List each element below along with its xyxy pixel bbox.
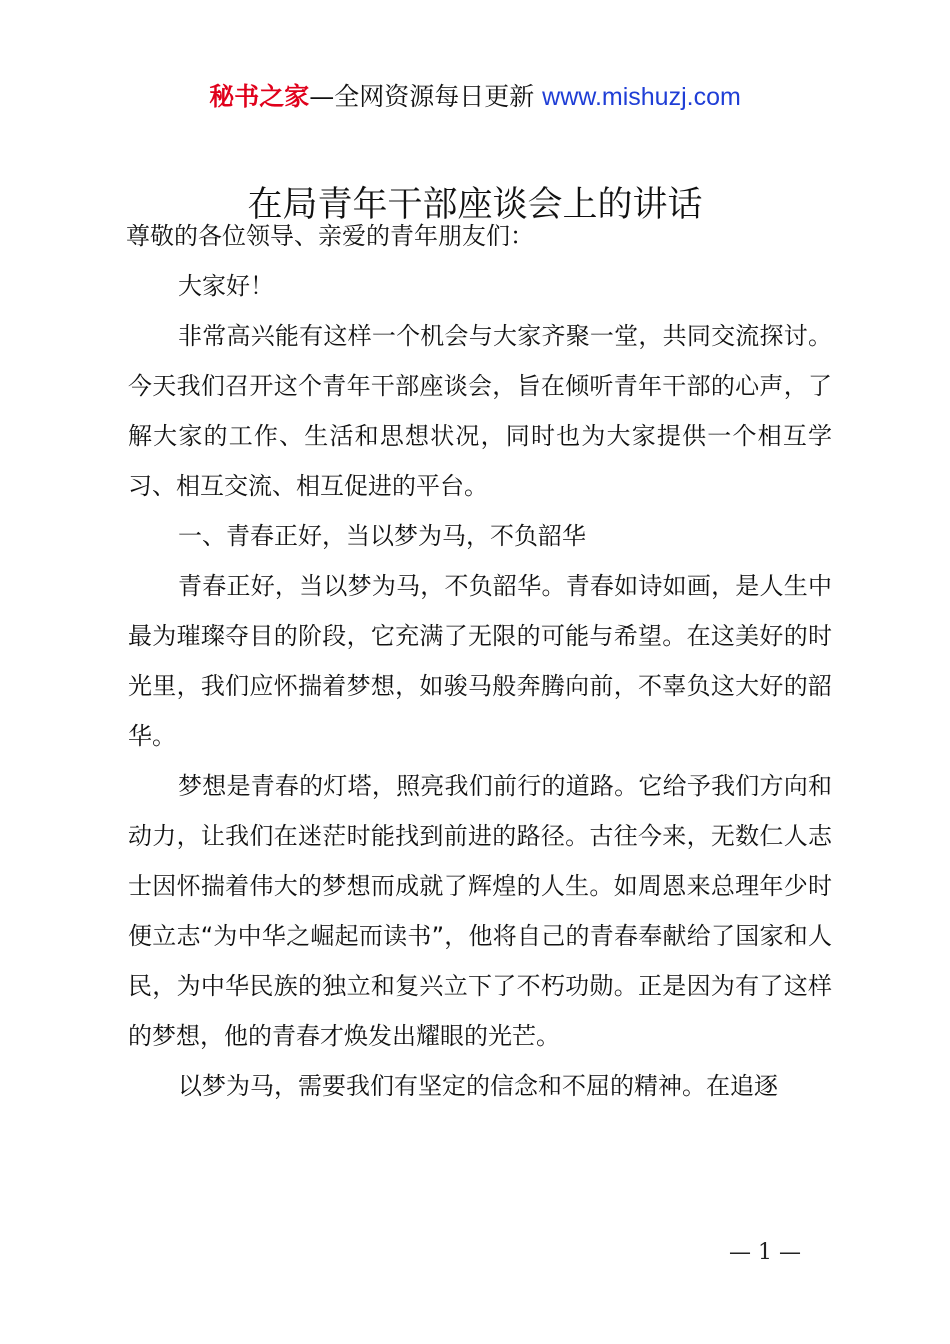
paragraph-greeting: 大家好！ xyxy=(178,272,274,300)
header-brand: 秘书之家 xyxy=(209,82,310,111)
document-body xyxy=(128,211,832,1111)
paragraph-youth: 青春正好，当以梦为马，不负韶华。青春如诗如画，是人生中最为璀璨夺目的阶段，它充满了无限的可能与希望。在这美好的时光里，我们应怀揣着梦想，如骏马般奔腾向前，不辜负这大好的韶华。 xyxy=(128,572,832,750)
document-title: 在局青年干部座谈会上的讲话 xyxy=(247,185,703,225)
paragraph-intro: 非常高兴能有这样一个机会与大家齐聚一堂，共同交流探讨。今天我们召开这个青年干部座谈会，旨在倾听青年干部的心声，了解大家的工作、生活和思想状况，同时也为大家提供一个相互学习、相互交流、相互促进的平台。 xyxy=(128,322,832,500)
page-number: — 1 — xyxy=(729,1240,801,1265)
site-header xyxy=(0,80,950,114)
section-heading: 一、青春正好，当以梦为马，不负韶华 xyxy=(178,522,586,550)
header-tagline: —全网资源每日更新 xyxy=(309,82,543,111)
paragraph-dream: 梦想是青春的灯塔，照亮我们前行的道路。它给予我们方向和动力，让我们在迷茫时能找到前进的路径。古往今来，无数仁人志士因怀揣着伟大的梦想而成就了辉煌的人生。如周恩来总理年少时便立志“为中华之崛起而读书”，他将自己的青春奉献给了国家和人民，为中华民族的独立和复兴立下了不朽功勋。正是因为有了这样的梦想，他的青春才焕发出耀眼的光芒。 xyxy=(128,772,832,1050)
header-url[interactable]: www.mishuzj.com xyxy=(542,83,741,111)
salutation: 尊敬的各位领导、亲爱的青年朋友们： xyxy=(126,222,534,250)
paragraph-belief: 以梦为马，需要我们有坚定的信念和不屈的精神。在追逐 xyxy=(178,1072,778,1100)
